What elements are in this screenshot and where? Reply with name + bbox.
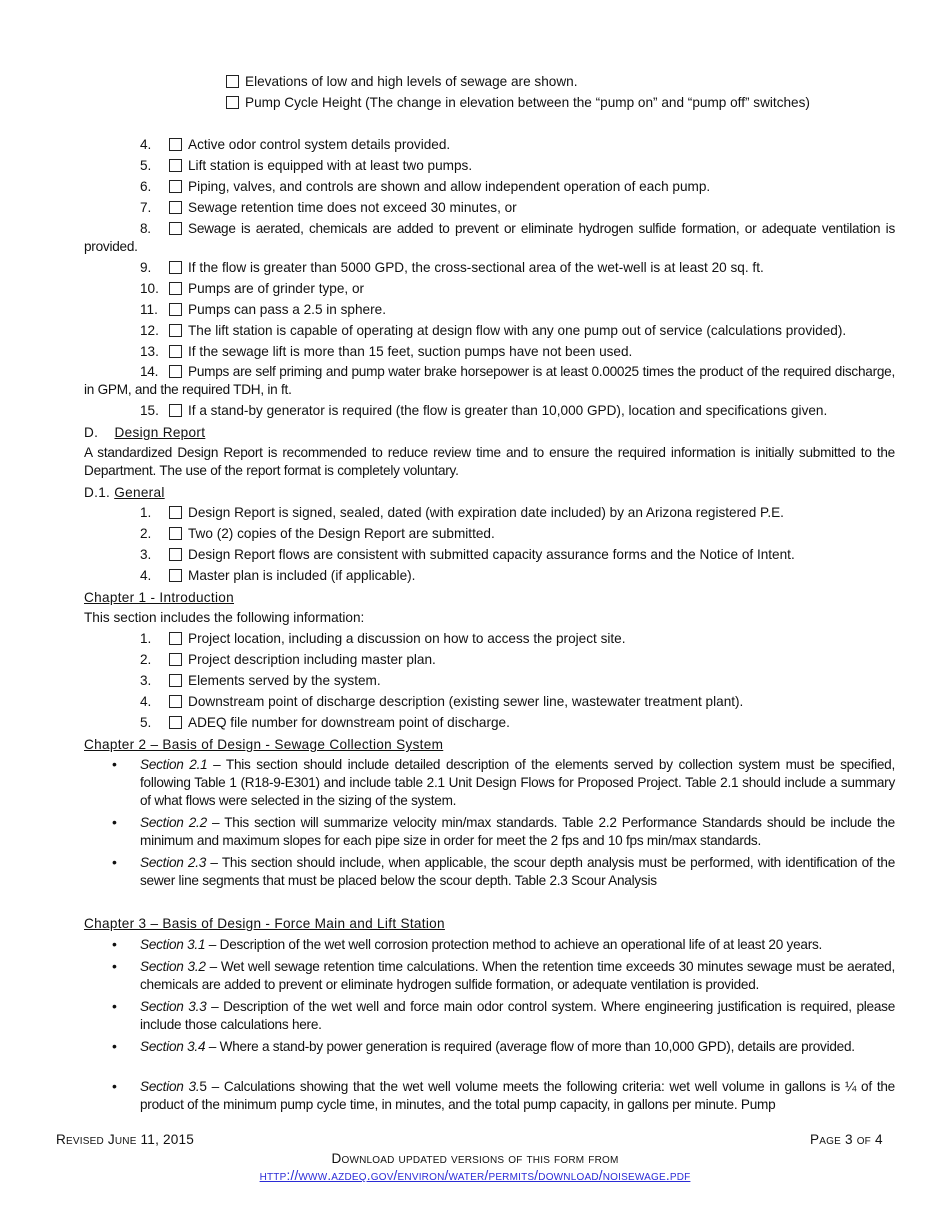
footer-page-number: Page 3 of 4: [810, 1132, 883, 1147]
chapter-heading: Chapter 1 - Introduction: [84, 590, 235, 605]
checkbox[interactable]: [169, 716, 182, 729]
checklist-item: 10. Pumps are of grinder type, or: [140, 281, 365, 296]
checklist-item: 8. Sewage is aerated, chemicals are added to prevent or eliminate hydrogen sulfide formation, or adequate ventilation is provided.: [84, 221, 895, 254]
checklist-item: 3. Elements served by the system.: [140, 673, 381, 688]
checklist-item: 13. If the sewage lift is more than 15 feet, suction pumps have not been used.: [140, 344, 633, 359]
checkbox[interactable]: [226, 75, 239, 88]
checkbox[interactable]: [169, 303, 182, 316]
checklist-item: 14. Pumps are self priming and pump water brake horsepower is at least 0.00025 times the product of the required discharge, in GPM, and the required TDH, in ft.: [84, 364, 895, 397]
bullet-item: Section 2.1 – This section should include detailed description of the elements served by collection system must be specified, following Table 1 (R18-9-E301) and include table 2.1 Unit Design Flows for Proposed Project. Table 2.1 should include a summary of what flows were selected in the sizing of the system.: [140, 757, 896, 808]
paragraph: A standardized Design Report is recommended to reduce review time and to ensure the required information is initially submitted to the Department. The use of the report format is completely voluntary.: [84, 445, 895, 478]
checklist-item: 5. Lift station is equipped with at least two pumps.: [140, 158, 473, 173]
chapter-heading: Chapter 2 – Basis of Design - Sewage Collection System: [84, 737, 444, 752]
checkbox[interactable]: [169, 695, 182, 708]
checkbox[interactable]: [169, 324, 182, 337]
footer-revised-date: Revised June 11, 2015: [56, 1132, 195, 1147]
bullet-icon: •: [112, 998, 117, 1014]
bullet-item: Section 3.3 – Description of the wet well and force main odor control system. Where engineering justification is required, please include those calculations here.: [140, 999, 896, 1032]
bullet-item: Section 3.1 – Description of the wet well corrosion protection method to achieve an operational life of at least 20 years.: [140, 937, 823, 952]
download-link[interactable]: http://www.azdeq.gov/environ/water/permits/download/noisewage.pdf: [259, 1168, 691, 1183]
checkbox[interactable]: [169, 404, 182, 417]
chapter-heading: Chapter 3 – Basis of Design - Force Main and Lift Station: [84, 916, 445, 931]
checklist-item: 1. Project location, including a discussion on how to access the project site.: [140, 631, 626, 646]
checklist-item: 9. If the flow is greater than 5000 GPD, the cross-sectional area of the wet-well is at least 20 sq. ft.: [140, 260, 764, 275]
checklist-item: 11. Pumps can pass a 2.5 in sphere.: [140, 302, 386, 317]
checkbox[interactable]: [169, 527, 182, 540]
checklist-item: 7. Sewage retention time does not exceed 30 minutes, or: [140, 200, 517, 215]
bullet-icon: •: [112, 958, 117, 974]
checkbox[interactable]: [169, 159, 182, 172]
bullet-item: Section 3.5 – Calculations showing that the wet well volume meets the following criteria: wet well volume in gallons is ¼ of the product of the minimum pump cycle time, in minutes, and the total pump capacity, in gallons per minute. Pump: [140, 1079, 895, 1112]
checkbox[interactable]: [169, 632, 182, 645]
bullet-icon: •: [112, 756, 117, 772]
footer-link-row: [0, 1167, 950, 1184]
bullet-icon: •: [112, 1078, 117, 1094]
checkbox[interactable]: [169, 365, 182, 378]
checkbox[interactable]: [169, 180, 182, 193]
checklist-item: Elevations of low and high levels of sewage are shown.: [226, 73, 578, 90]
bullet-icon: •: [112, 854, 117, 870]
checklist-item: 2. Two (2) copies of the Design Report are submitted.: [140, 526, 495, 541]
bullet-icon: •: [112, 814, 117, 830]
checklist-item: 4. Active odor control system details provided.: [140, 137, 451, 152]
section-heading: D.1. General: [84, 485, 165, 500]
footer-download-text: Download updated versions of this form from: [331, 1151, 619, 1166]
checklist-item: 4. Downstream point of discharge description (existing sewer line, wastewater treatment plant).: [140, 694, 744, 709]
paragraph: This section includes the following information:: [84, 610, 365, 625]
checkbox[interactable]: [169, 345, 182, 358]
checkbox[interactable]: [169, 261, 182, 274]
checkbox[interactable]: [169, 506, 182, 519]
bullet-item: Section 2.2 – This section will summarize velocity min/max standards. Table 2.2 Performance Standards should be include the minimum and maximum slopes for each pipe size in order for meet the 2 fps and 10 fps min/max standards.: [140, 815, 895, 848]
checklist-item: 5. ADEQ file number for downstream point of discharge.: [140, 715, 510, 730]
checkbox[interactable]: [169, 548, 182, 561]
checkbox[interactable]: [169, 674, 182, 687]
checkbox[interactable]: [169, 653, 182, 666]
checklist-item: 15. If a stand-by generator is required (the flow is greater than 10,000 GPD), location and specifications given.: [140, 403, 828, 418]
bullet-icon: •: [112, 936, 117, 952]
checklist-item: 6. Piping, valves, and controls are shown and allow independent operation of each pump.: [140, 179, 711, 194]
checkbox[interactable]: [169, 282, 182, 295]
checklist-item: Pump Cycle Height (The change in elevation between the “pump on” and “pump off” switches): [226, 94, 810, 111]
checkbox[interactable]: [169, 201, 182, 214]
bullet-item: Section 2.3 – This section should include, when applicable, the scour depth analysis must be performed, with identification of the sewer line segments that must be placed below the scour depth. Table 2.3 Scour Analysis: [140, 855, 896, 888]
checklist-item: 2. Project description including master plan.: [140, 652, 436, 667]
bullet-item: Section 3.2 – Wet well sewage retention time calculations. When the retention time exceeds 30 minutes sewage must be aerated, chemicals are added to prevent or eliminate hydrogen sulfide formation, or adequate ventilation is provided.: [140, 959, 896, 992]
bullet-item: Section 3.4 – Where a stand-by power generation is required (average flow of more than 10,000 GPD), details are provided.: [140, 1039, 855, 1054]
checklist-item: 3. Design Report flows are consistent with submitted capacity assurance forms and the Notice of Intent.: [140, 547, 795, 562]
checkbox[interactable]: [226, 96, 239, 109]
checkbox[interactable]: [169, 138, 182, 151]
section-heading: D. Design Report: [84, 425, 206, 440]
checklist-item: 4. Master plan is included (if applicable).: [140, 568, 416, 583]
checklist-item: 1. Design Report is signed, sealed, dated (with expiration date included) by an Arizona registered P.E.: [140, 505, 784, 520]
checkbox[interactable]: [169, 569, 182, 582]
bullet-icon: •: [112, 1038, 117, 1054]
checklist-item: 12. The lift station is capable of operating at design flow with any one pump out of service (calculations provided).: [140, 323, 847, 338]
checkbox[interactable]: [169, 222, 182, 235]
